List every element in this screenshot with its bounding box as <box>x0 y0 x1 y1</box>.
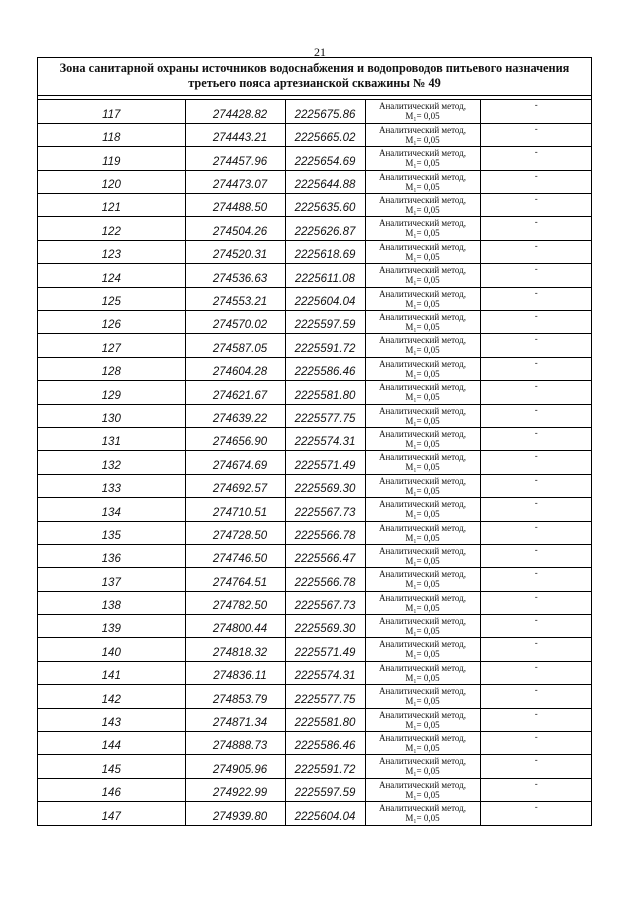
method-accuracy: M₁= 0,05 <box>405 789 440 800</box>
method-cell <box>365 615 480 638</box>
point-number-cell: 136 <box>38 544 185 567</box>
method-cell <box>365 685 480 708</box>
x-coordinate-cell: 274800.44 <box>185 615 285 638</box>
table-title-line1: Зона санитарной охраны источников водоснабжения и водопроводов питьевого назначения <box>59 61 570 75</box>
point-number-cell: 125 <box>38 287 185 310</box>
table-row <box>38 498 592 521</box>
method-name: Аналитический метод, <box>378 639 467 650</box>
table-row <box>38 334 592 357</box>
x-coordinate-cell: 274853.79 <box>185 685 285 708</box>
x-coordinate-cell: 274473.07 <box>185 170 285 193</box>
y-coordinate-cell: 2225591.72 <box>285 334 365 357</box>
x-coordinate-cell: 274536.63 <box>185 264 285 287</box>
method-accuracy: M₁= 0,05 <box>405 322 440 333</box>
y-coordinate-cell: 2225566.78 <box>285 521 365 544</box>
x-coordinate-cell: 274728.50 <box>185 521 285 544</box>
point-number-cell: 119 <box>38 147 185 170</box>
x-coordinate-cell: 274639.22 <box>185 404 285 427</box>
y-coordinate-cell: 2225569.30 <box>285 615 365 638</box>
x-coordinate-cell: 274922.99 <box>185 778 285 801</box>
description-cell: - <box>480 334 592 357</box>
method-accuracy: M₁= 0,05 <box>405 275 440 286</box>
table-row <box>38 100 592 123</box>
table-row <box>38 638 592 661</box>
x-coordinate-cell: 274570.02 <box>185 311 285 334</box>
method-accuracy: M₁= 0,05 <box>405 719 440 730</box>
y-coordinate-cell: 2225591.72 <box>285 755 365 778</box>
table-title-line2: третьего пояса артезианской скважины № 49 <box>188 76 441 90</box>
x-coordinate-cell: 274746.50 <box>185 544 285 567</box>
description-cell: - <box>480 615 592 638</box>
x-coordinate-cell: 274656.90 <box>185 427 285 450</box>
description-cell: - <box>480 240 592 263</box>
description-cell: - <box>480 591 592 614</box>
x-coordinate-cell: 274782.50 <box>185 591 285 614</box>
description-cell: - <box>480 311 592 334</box>
method-name: Аналитический метод, <box>378 405 467 416</box>
y-coordinate-cell: 2225566.47 <box>285 544 365 567</box>
description-cell: - <box>480 521 592 544</box>
table-row <box>38 778 592 801</box>
table-body <box>38 100 592 825</box>
y-coordinate-cell: 2225654.69 <box>285 147 365 170</box>
x-coordinate-cell: 274604.28 <box>185 357 285 380</box>
table-row <box>38 311 592 334</box>
point-number-cell: 143 <box>38 708 185 731</box>
method-name: Аналитический метод, <box>378 288 467 299</box>
method-cell <box>365 474 480 497</box>
method-cell <box>365 591 480 614</box>
y-coordinate-cell: 2225618.69 <box>285 240 365 263</box>
y-coordinate-cell: 2225626.87 <box>285 217 365 240</box>
y-coordinate-cell: 2225567.73 <box>285 591 365 614</box>
page-number: 21 <box>314 45 326 59</box>
point-number-cell: 131 <box>38 427 185 450</box>
method-cell <box>365 194 480 217</box>
description-cell: - <box>480 638 592 661</box>
description-cell: - <box>480 778 592 801</box>
x-coordinate-cell: 274488.50 <box>185 194 285 217</box>
x-coordinate-cell: 274836.11 <box>185 661 285 684</box>
point-number-cell: 139 <box>38 615 185 638</box>
table-row <box>38 521 592 544</box>
description-cell: - <box>480 685 592 708</box>
table-row <box>38 708 592 731</box>
method-name: Аналитический метод, <box>378 218 467 229</box>
table-row <box>38 685 592 708</box>
description-cell: - <box>480 708 592 731</box>
description-cell: - <box>480 287 592 310</box>
method-accuracy: M₁= 0,05 <box>405 485 440 496</box>
x-coordinate-cell: 274939.80 <box>185 802 285 825</box>
method-cell <box>365 100 480 123</box>
point-number-cell: 128 <box>38 357 185 380</box>
method-accuracy: M₁= 0,05 <box>405 672 440 683</box>
method-accuracy: M₁= 0,05 <box>405 251 440 262</box>
method-cell <box>365 334 480 357</box>
method-accuracy: M₁= 0,05 <box>405 743 440 754</box>
point-number-cell: 144 <box>38 732 185 755</box>
x-coordinate-cell: 274764.51 <box>185 568 285 591</box>
y-coordinate-cell: 2225604.04 <box>285 802 365 825</box>
y-coordinate-cell: 2225635.60 <box>285 194 365 217</box>
method-cell <box>365 732 480 755</box>
method-accuracy: M₁= 0,05 <box>405 579 440 590</box>
table-row <box>38 802 592 825</box>
y-coordinate-cell: 2225604.04 <box>285 287 365 310</box>
y-coordinate-cell: 2225571.49 <box>285 451 365 474</box>
method-accuracy: M₁= 0,05 <box>405 415 440 426</box>
description-cell: - <box>480 427 592 450</box>
table-row <box>38 474 592 497</box>
table-row <box>38 194 592 217</box>
method-cell <box>365 357 480 380</box>
method-accuracy: M₁= 0,05 <box>405 392 440 403</box>
method-cell <box>365 404 480 427</box>
description-cell: - <box>480 217 592 240</box>
method-accuracy: M₁= 0,05 <box>405 228 440 239</box>
method-name: Аналитический метод, <box>378 569 467 580</box>
y-coordinate-cell: 2225574.31 <box>285 661 365 684</box>
x-coordinate-cell: 274871.34 <box>185 708 285 731</box>
y-coordinate-cell: 2225581.80 <box>285 381 365 404</box>
method-name: Аналитический метод, <box>378 171 467 182</box>
method-cell <box>365 287 480 310</box>
method-cell <box>365 568 480 591</box>
x-coordinate-cell: 274553.21 <box>185 287 285 310</box>
table-row <box>38 591 592 614</box>
table-row <box>38 381 592 404</box>
point-number-cell: 121 <box>38 194 185 217</box>
method-accuracy: M₁= 0,05 <box>405 298 440 309</box>
method-cell <box>365 498 480 521</box>
method-name: Аналитический метод, <box>378 616 467 627</box>
description-cell: - <box>480 451 592 474</box>
method-name: Аналитический метод, <box>378 452 467 463</box>
method-accuracy: M₁= 0,05 <box>405 602 440 613</box>
description-cell: - <box>480 802 592 825</box>
point-number-cell: 134 <box>38 498 185 521</box>
point-number-cell: 141 <box>38 661 185 684</box>
table-row <box>38 544 592 567</box>
method-cell <box>365 170 480 193</box>
method-name: Аналитический метод, <box>378 428 467 439</box>
description-cell: - <box>480 661 592 684</box>
method-name: Аналитический метод, <box>378 756 467 767</box>
method-accuracy: M₁= 0,05 <box>405 766 440 777</box>
method-name: Аналитический метод, <box>378 241 467 252</box>
table-row <box>38 427 592 450</box>
point-number-cell: 140 <box>38 638 185 661</box>
table-row <box>38 404 592 427</box>
y-coordinate-cell: 2225597.59 <box>285 311 365 334</box>
y-coordinate-cell: 2225586.46 <box>285 357 365 380</box>
method-name: Аналитический метод, <box>378 475 467 486</box>
table-row <box>38 287 592 310</box>
method-name: Аналитический метод, <box>378 779 467 790</box>
table-row <box>38 240 592 263</box>
table-title <box>38 58 591 96</box>
point-number-cell: 142 <box>38 685 185 708</box>
method-cell <box>365 638 480 661</box>
method-accuracy: M₁= 0,05 <box>405 509 440 520</box>
x-coordinate-cell: 274520.31 <box>185 240 285 263</box>
y-coordinate-cell: 2225597.59 <box>285 778 365 801</box>
y-coordinate-cell: 2225577.75 <box>285 685 365 708</box>
table-row <box>38 568 592 591</box>
x-coordinate-cell: 274905.96 <box>185 755 285 778</box>
description-cell: - <box>480 123 592 146</box>
description-cell: - <box>480 732 592 755</box>
x-coordinate-cell: 274621.67 <box>185 381 285 404</box>
description-cell: - <box>480 568 592 591</box>
description-cell: - <box>480 100 592 123</box>
point-number-cell: 127 <box>38 334 185 357</box>
y-coordinate-cell: 2225567.73 <box>285 498 365 521</box>
x-coordinate-cell: 274818.32 <box>185 638 285 661</box>
method-name: Аналитический метод, <box>378 499 467 510</box>
y-coordinate-cell: 2225675.86 <box>285 100 365 123</box>
point-number-cell: 146 <box>38 778 185 801</box>
method-cell <box>365 802 480 825</box>
method-name: Аналитический метод, <box>378 522 467 533</box>
method-cell <box>365 544 480 567</box>
method-name: Аналитический метод, <box>378 709 467 720</box>
table-row <box>38 264 592 287</box>
point-number-cell: 124 <box>38 264 185 287</box>
x-coordinate-cell: 274457.96 <box>185 147 285 170</box>
method-accuracy: M₁= 0,05 <box>405 368 440 379</box>
method-cell <box>365 755 480 778</box>
coordinates-grid <box>38 100 592 825</box>
method-accuracy: M₁= 0,05 <box>405 438 440 449</box>
y-coordinate-cell: 2225611.08 <box>285 264 365 287</box>
method-name: Аналитический метод, <box>378 803 467 814</box>
method-cell <box>365 521 480 544</box>
y-coordinate-cell: 2225566.78 <box>285 568 365 591</box>
point-number-cell: 123 <box>38 240 185 263</box>
method-accuracy: M₁= 0,05 <box>405 345 440 356</box>
y-coordinate-cell: 2225574.31 <box>285 427 365 450</box>
method-name: Аналитический метод, <box>378 686 467 697</box>
point-number-cell: 138 <box>38 591 185 614</box>
description-cell: - <box>480 357 592 380</box>
method-accuracy: M₁= 0,05 <box>405 696 440 707</box>
method-cell <box>365 708 480 731</box>
method-name: Аналитический метод, <box>378 358 467 369</box>
x-coordinate-cell: 274674.69 <box>185 451 285 474</box>
table-row <box>38 357 592 380</box>
coordinates-table <box>37 57 592 826</box>
point-number-cell: 122 <box>38 217 185 240</box>
x-coordinate-cell: 274443.21 <box>185 123 285 146</box>
table-row <box>38 615 592 638</box>
method-name: Аналитический метод, <box>378 592 467 603</box>
method-cell <box>365 451 480 474</box>
method-cell <box>365 778 480 801</box>
description-cell: - <box>480 264 592 287</box>
point-number-cell: 117 <box>38 100 185 123</box>
table-row <box>38 147 592 170</box>
table-row <box>38 170 592 193</box>
point-number-cell: 132 <box>38 451 185 474</box>
method-cell <box>365 264 480 287</box>
point-number-cell: 120 <box>38 170 185 193</box>
method-name: Аналитический метод, <box>378 312 467 323</box>
y-coordinate-cell: 2225577.75 <box>285 404 365 427</box>
y-coordinate-cell: 2225581.80 <box>285 708 365 731</box>
x-coordinate-cell: 274888.73 <box>185 732 285 755</box>
point-number-cell: 137 <box>38 568 185 591</box>
method-accuracy: M₁= 0,05 <box>405 111 440 121</box>
method-accuracy: M₁= 0,05 <box>405 813 440 824</box>
description-cell: - <box>480 381 592 404</box>
x-coordinate-cell: 274692.57 <box>185 474 285 497</box>
method-cell <box>365 311 480 334</box>
point-number-cell: 145 <box>38 755 185 778</box>
table-row <box>38 755 592 778</box>
method-cell <box>365 661 480 684</box>
method-accuracy: M₁= 0,05 <box>405 649 440 660</box>
method-name: Аналитический метод, <box>378 662 467 673</box>
description-cell: - <box>480 147 592 170</box>
method-cell <box>365 427 480 450</box>
point-number-cell: 133 <box>38 474 185 497</box>
method-cell <box>365 217 480 240</box>
table-row <box>38 123 592 146</box>
point-number-cell: 130 <box>38 404 185 427</box>
table-row <box>38 732 592 755</box>
method-name: Аналитический метод, <box>378 148 467 159</box>
description-cell: - <box>480 404 592 427</box>
description-cell: - <box>480 755 592 778</box>
point-number-cell: 135 <box>38 521 185 544</box>
table-row <box>38 217 592 240</box>
method-name: Аналитический метод, <box>378 265 467 276</box>
x-coordinate-cell: 274428.82 <box>185 100 285 123</box>
method-accuracy: M₁= 0,05 <box>405 181 440 192</box>
method-name: Аналитический метод, <box>378 124 467 135</box>
method-accuracy: M₁= 0,05 <box>405 532 440 543</box>
method-cell <box>365 381 480 404</box>
description-cell: - <box>480 498 592 521</box>
method-accuracy: M₁= 0,05 <box>405 555 440 566</box>
description-cell: - <box>480 194 592 217</box>
table-row <box>38 661 592 684</box>
table-row <box>38 451 592 474</box>
point-number-cell: 147 <box>38 802 185 825</box>
method-accuracy: M₁= 0,05 <box>405 626 440 637</box>
method-name: Аналитический метод, <box>378 545 467 556</box>
method-cell <box>365 240 480 263</box>
method-cell <box>365 123 480 146</box>
description-cell: - <box>480 474 592 497</box>
method-accuracy: M₁= 0,05 <box>405 205 440 216</box>
description-cell: - <box>480 170 592 193</box>
x-coordinate-cell: 274504.26 <box>185 217 285 240</box>
method-cell <box>365 147 480 170</box>
y-coordinate-cell: 2225571.49 <box>285 638 365 661</box>
description-cell: - <box>480 544 592 567</box>
x-coordinate-cell: 274587.05 <box>185 334 285 357</box>
point-number-cell: 126 <box>38 311 185 334</box>
method-accuracy: M₁= 0,05 <box>405 134 440 145</box>
method-accuracy: M₁= 0,05 <box>405 462 440 473</box>
method-accuracy: M₁= 0,05 <box>405 158 440 169</box>
method-name: Аналитический метод, <box>378 101 467 111</box>
method-name: Аналитический метод, <box>378 335 467 346</box>
x-coordinate-cell: 274710.51 <box>185 498 285 521</box>
y-coordinate-cell: 2225644.88 <box>285 170 365 193</box>
method-name: Аналитический метод, <box>378 195 467 206</box>
y-coordinate-cell: 2225569.30 <box>285 474 365 497</box>
y-coordinate-cell: 2225665.02 <box>285 123 365 146</box>
y-coordinate-cell: 2225586.46 <box>285 732 365 755</box>
point-number-cell: 118 <box>38 123 185 146</box>
method-name: Аналитический метод, <box>378 382 467 393</box>
point-number-cell: 129 <box>38 381 185 404</box>
method-name: Аналитический метод, <box>378 733 467 744</box>
